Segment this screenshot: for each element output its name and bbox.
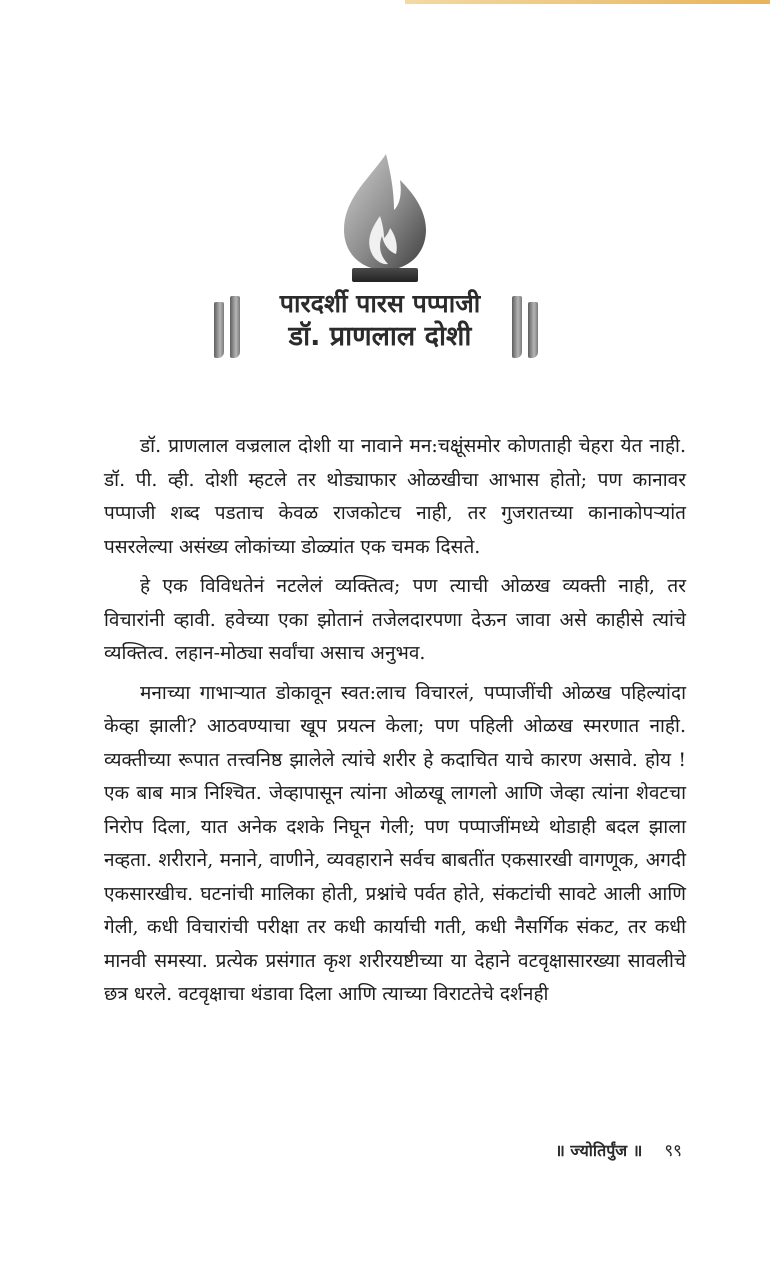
chapter-subtitle: डॉ. प्राणलाल दोशी [288,320,472,352]
running-book-title: ॥ ज्योतिर्पुंज ॥ [555,1141,643,1160]
flame-emblem-icon [330,150,440,285]
chapter-heading [0,290,770,370]
double-bar-ornament-icon [214,296,240,358]
chapter-title: पारदर्शी पारस पप्पाजी [279,289,481,318]
paragraph: मनाच्या गाभाऱ्यात डोकावून स्वत:लाच विचारलं, पप्पाजींची ओळख पहिल्यांदा केव्हा झाली? आठवण्याचा खूप प्रयत्न केला; पण पहिली ओळख स्मरणात नाही. व्यक्तीच्या रूपात तत्त्वनिष्ठ झालेले त्यांचे शरीर हे कदाचित याचे कारण असावे. होय ! एक बाब मात्र निश्चित. जेव्हापासून त्यांना ओळखू लागलो आणि जेव्हा त्यांना शेवटचा निरोप दिला, यात अनेक दशके निघून गेली; पण पप्पाजींमध्ये थोडाही बदल झाला नव्हता. शरीराने, मनाने, वाणीने, व्यवहाराने सर्वच बाबतींत एकसारखी वागणूक, अगदी एकसारखीच. घटनांची मालिका होती, प्रश्नांचे पर्वत होते, संकटांची सावटे आली आणि गेली, कधी विचारांची परीक्षा तर कधी कार्याची गती, कधी नैसर्गिक संकट, तर कधी मानवी समस्या. प्रत्येक प्रसंगात कृश शरीरयष्टीच्या या देहाने वटवृक्षासारख्या सावलीचे छत्र धरले. वटवृक्षाचा थंडावा दिला आणि त्याच्या विराटतेचे दर्शनही [104,681,686,1005]
double-bar-ornament-icon [512,296,538,358]
page-footer [555,1138,682,1161]
top-accent-rule [405,0,770,4]
paragraph: हे एक विविधतेनं नटलेलं व्यक्तित्व; पण त्याची ओळख व्यक्ती नाही, तर विचारांनी व्हावी. हवेच्या एका झोतानं तजेलदारपणा देऊन जावा असे काहीसे त्यांचे व्यक्तित्व. लहान-मोठ्या सर्वांचा असाच अनुभव. [104,575,686,664]
page-number: ९९ [664,1141,682,1161]
body-text [104,430,686,1018]
paragraph: डॉ. प्राणलाल वज्रलाल दोशी या नावाने मन:चक्षूंसमोर कोणताही चेहरा येत नाही. डॉ. पी. व्ही. दोशी म्हटले तर थोड्याफार ओळखीचा आभास होतो; पण कानावर पप्पाजी शब्द पडताच केवळ राजकोटच नाही, तर गुजरातच्या कानाकोपऱ्यांत पसरलेल्या असंख्य लोकांच्या डोळ्यांत एक चमक दिसते. [104,435,686,558]
